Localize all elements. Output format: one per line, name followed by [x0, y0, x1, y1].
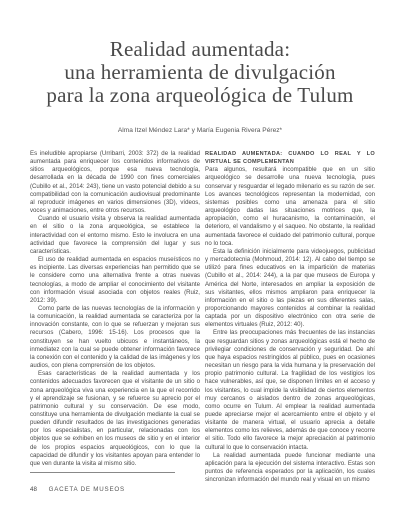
paragraph: Esas características de la realidad aumentada y los contenidos adecuados favorecen que el visitante de un sitio o zona arqueológica viva una experiencia en la que el recorrido y el aprendizaje se fusionan, y se refuerce su aprecio por el patrimonio cultural y su conservación. De ese modo, constituye una herramienta de divulgación mediante la cual se pueden difundir resultados de las investigaciones generadas por los especialistas, en particular, relacionadas con los objetos que se exhiben en los museos de sitio y en el interior de los propios espacios arqueológicos, con lo que la capacidad de difundir y los visitantes apoyan para entender lo que ven durante la visita al mismo sitio.: [30, 370, 200, 467]
paragraph: Como parte de las nuevas tecnologías de la información y la comunicación, la realidad aumentada se caracteriza por la innovación constante, con lo que se refuerzan y mejoran sus recursos (Cabero, 1996: 15-16). Los procesos que la constituyen se han vuelto ubicuos e instantáneos, la inmediatez con la cual se puede obtener información favorece la conexión con el contenido y la calidad de las imágenes y los audios, con plena comprensión de los objetos.: [30, 304, 200, 370]
page-footer: [30, 486, 125, 493]
paragraph: Es ineludible apropiarse (Urribarri, 2003: 372) de la realidad aumentada para enriquecer los contenidos informativos de sitios arqueológicos, porque esa nueva tecnología, desarrollada en la década de 1990 con fines comerciales (Cubillo et al., 2014: 243), tiene un vasto potencial debido a su compatibilidad con la comunicación audiovisual predominante al reproducir imágenes en varios dimensiones (3D), vídeos, voces y animaciones, entre otros recursos.: [30, 150, 200, 215]
title-line: Realidad aumentada:: [109, 37, 291, 61]
footnote-rule: [30, 472, 175, 473]
paragraph: Esta la definición inicialmente para videojuegos, publicidad y mercadotecnia (Mohmoud, 2014: 12). Al cabo del tiempo se utilizó para fines educativos en la impartición de materias (Cubillo et al., 2014: 244), a la par que museos de Europa y América del Norte, interesados en ampliar la exposición de sus visitantes, ellos mismos ampliaron para enriquecer la información en el sitio o las piezas en sus diferentes salas, proporcionando mayores contenidos al combinar la realidad captada por un dispositivo electrónico con otra serie de elementos virtuales (Ruiz, 2012: 40).: [205, 247, 375, 329]
journal-name: GACETA DE MUSEOS: [48, 486, 125, 493]
article-title: [20, 38, 380, 107]
paragraph: Cuando el usuario visita y observa la realidad aumentada en el sitio o la zona arqueológica, se establece la interactividad con el entorno mismo. Esto le involucra en una actividad que favorece la comprensión del lugar y sus características.: [30, 215, 200, 255]
right-column: [205, 150, 375, 485]
paragraph: Para algunos, resultará incompatible que en un sitio arqueológico se desarrolle una nueva tecnología, pues conservar y resguardar el legado milenario es su razón de ser. Los avances tecnológicos representan la modernidad, con sistemas posibles como una amenaza para el sitio arqueológico dadas las situaciones motrices que, la apropiación, como el huracanismo, la contaminación, el deterioro, el vandalismo y el saqueo. No obstante, la realidad aumentada favorece el cuidado del patrimonio cultural, porque no lo toca.: [205, 166, 375, 247]
section-heading: REALIDAD AUMENTADA: CUANDO LO REAL Y LO VIRTUAL SE COMPLEMENTAN: [205, 151, 375, 166]
left-column: [30, 150, 200, 468]
title-line: para la zona arqueológica de Tulum: [46, 83, 354, 107]
author-line: Alma Itzel Méndez Lara* y María Eugenia Rivera Pérez*: [117, 127, 283, 134]
paragraph: El uso de realidad aumentada en espacios museísticos no es incipiente. Las diversas experiencias han permitido que se le considere como una alternativa frente a otras nuevas tecnologías, a modo de ampliar el conocimiento del visitante con información visual asociada con objetos reales (Ruiz, 2012: 39).: [30, 256, 200, 304]
paragraph: La realidad aumentada puede funcionar mediante una aplicación para la ejecución del sistema interactivo. Estas son puntos de referencia esperados por la aplicación, los cuales sincronizan información del mundo real y visual en un mismo: [205, 451, 375, 484]
page-number: 48: [30, 486, 37, 493]
title-line: una herramienta de divulgación: [64, 60, 336, 84]
paragraph: Entre las preocupaciones más frecuentes de las instancias que resguardan sitios y zonas arqueológicas está el hecho de privilegiar condiciones de conservación y seguridad. De ahí que haya espacios restringidos al público, pues en ocasiones necesitan un riesgo para la vida humana y la preservación del propio patrimonio cultural. La fragilidad de los vestigios los hace vulnerables, así que, se disponen límites en el acceso y los visitantes, lo cual impide la visibilidad de ciertos elementos muy cercanos o aislados dentro de zonas arqueológicas, como ocurre en Tulum. Al emplear la realidad aumentada puede apreciarse mejor el acercamiento entre el objeto y el visitante de manera virtual, el usuario aprecia a detalle elementos como los relieves, además de que conoce y recorre el sitio. Todo ello favorece la mejor apreciación al patrimonio cultural lo que lo conservación intacta.: [205, 329, 375, 451]
